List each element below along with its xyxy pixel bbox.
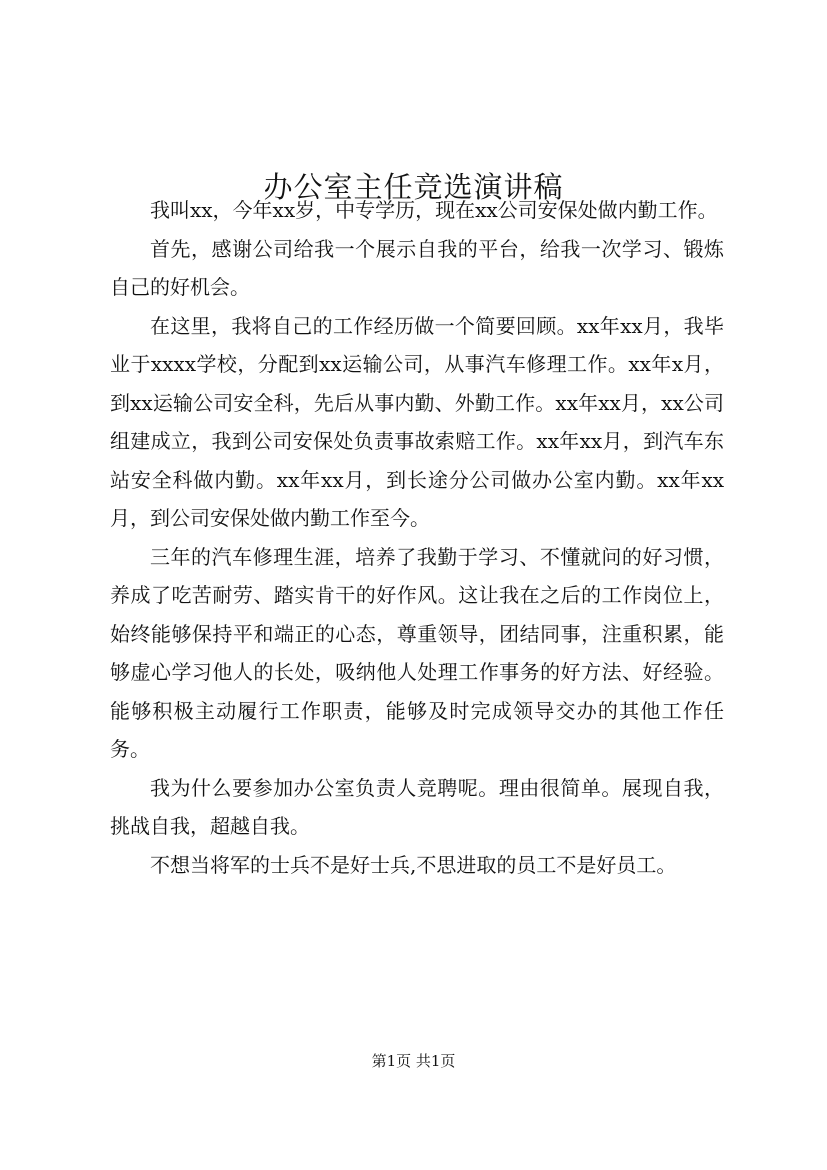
document-body	[110, 191, 724, 884]
document-title: 办公室主任竞选演讲稿	[263, 170, 564, 205]
paragraph-reason: 我为什么要参加办公室负责人竞聘呢。理由很简单。展现自我，挑战自我，超越自我。	[110, 775, 724, 838]
paragraph-experience: 三年的汽车修理生涯，培养了我勤于学习、不懂就问的好习惯，养成了吃苦耐劳、踏实肯干的好作风。这让我在之后的工作岗位上，始终能够保持平和端正的心态，尊重领导，团结同事，注重积累，能够虚心学习他人的长处，吸纳他人处理工作事务的好方法、好经验。能够积极主动履行工作职责，能够及时完成领导交办的其他工作任务。	[110, 544, 724, 761]
paragraph-work-history: 在这里，我将自己的工作经历做一个简要回顾。xx年xx月，我毕业于xxxx学校，分配到xx运输公司，从事汽车修理工作。xx年x月，到xx运输公司安全科，先后从事内勤、外勤工作。xx年xx月，xx公司组建成立，我到公司安保处负责事故索赔工作。xx年xx月，到汽车东站安全科做内勤。xx年xx月，到长途分公司做办公室内勤。xx年xx月，到公司安保处做内勤工作至今。	[110, 313, 724, 530]
paragraph-closing: 不想当将军的士兵不是好士兵,不思进取的员工不是好员工。	[150, 852, 677, 877]
paragraph-thanks: 首先，感谢公司给我一个展示自我的平台，给我一次学习、锻炼自己的好机会。	[110, 236, 724, 299]
page-number-footer: 第1页 共1页	[371, 1052, 456, 1070]
paragraph-intro: 我叫xx，今年xx岁，中专学历，现在xx公司安保处做内勤工作。	[150, 198, 718, 222]
